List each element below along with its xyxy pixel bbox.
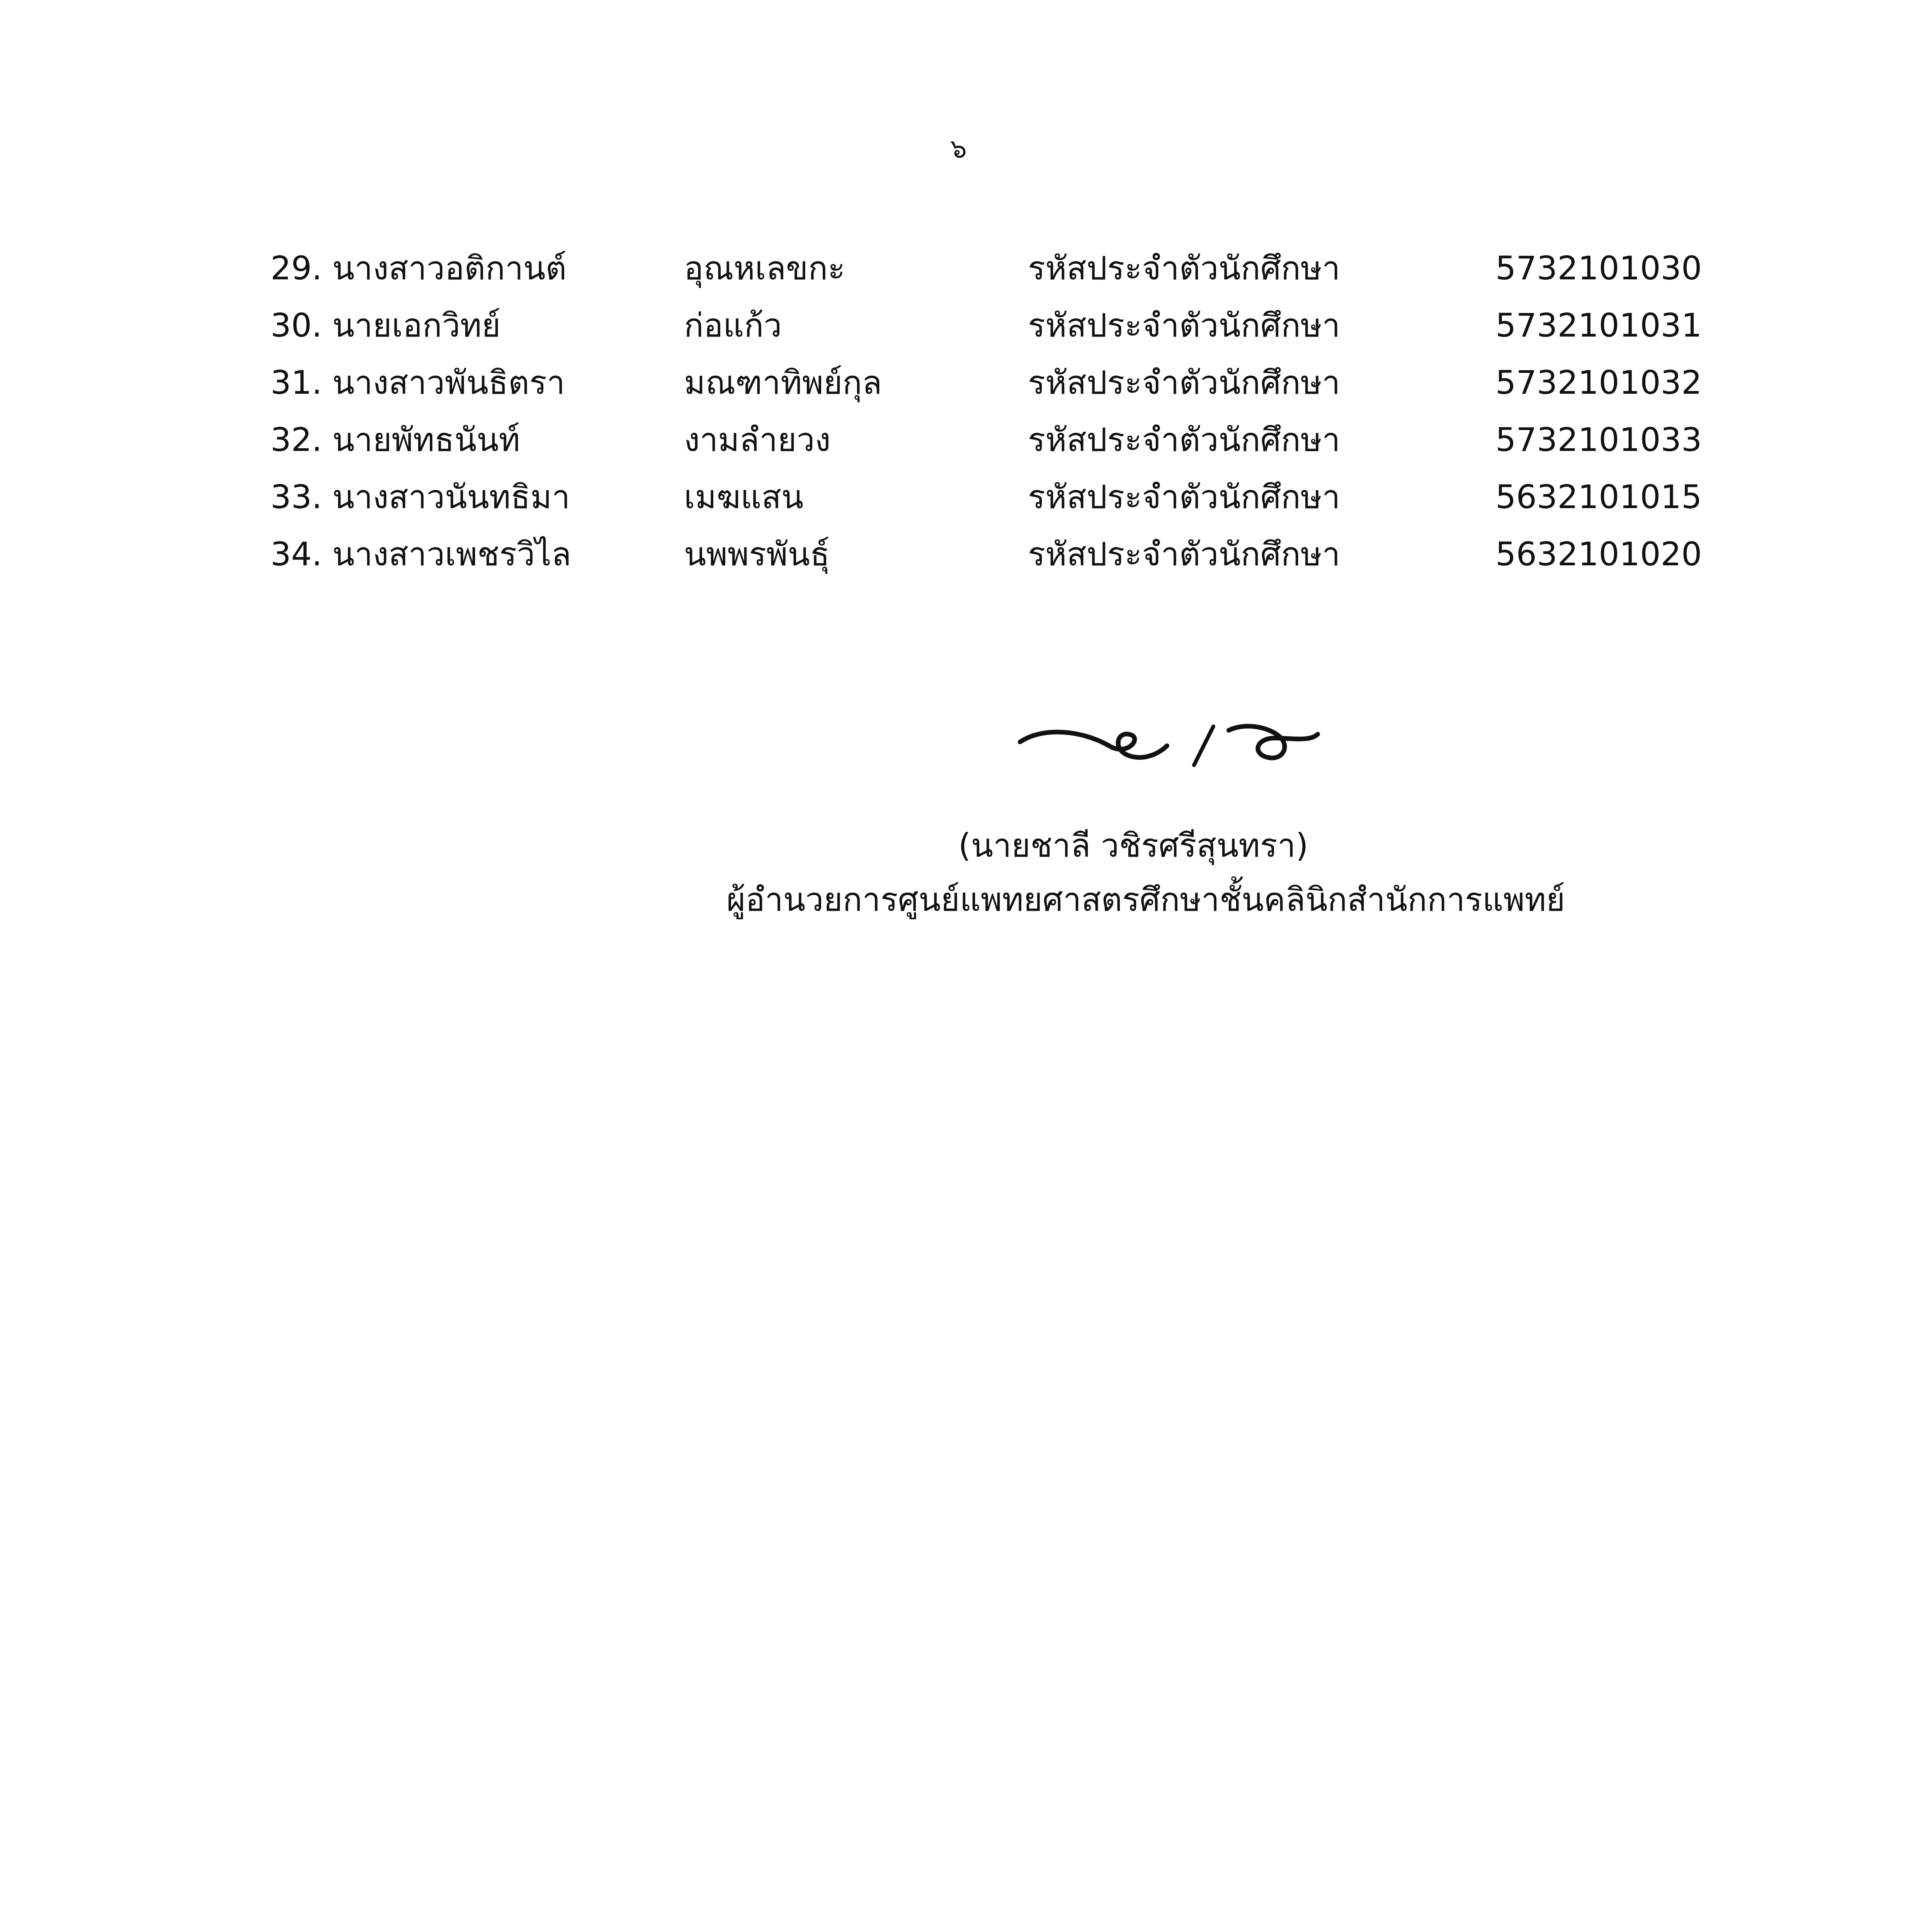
student-row bbox=[270, 240, 1739, 297]
student-row bbox=[270, 297, 1739, 354]
student-id: 5732101032 bbox=[1495, 364, 1702, 401]
student-id-label: รหัสประจำตัวนักศึกษา bbox=[1028, 306, 1340, 344]
student-row bbox=[270, 526, 1739, 583]
student-first-name: นายพัทธนันท์ bbox=[332, 421, 520, 459]
student-row bbox=[270, 411, 1739, 468]
student-list bbox=[270, 240, 1739, 583]
row-number: 30. bbox=[270, 306, 322, 344]
row-number: 33. bbox=[270, 478, 322, 516]
student-id: 5632101020 bbox=[1495, 535, 1702, 573]
student-last-name: นพพรพันธุ์ bbox=[684, 535, 830, 573]
signature-mark bbox=[1012, 699, 1322, 784]
student-last-name: งามลำยวง bbox=[684, 421, 831, 459]
student-id: 5732101033 bbox=[1495, 421, 1702, 459]
student-first-name: นายเอกวิทย์ bbox=[332, 306, 501, 344]
student-first-name: นางสาวเพชรวิไล bbox=[332, 535, 572, 573]
student-last-name: มณฑาทิพย์กุล bbox=[684, 364, 882, 401]
student-id: 5632101015 bbox=[1495, 478, 1702, 516]
signer-title: ผู้อำนวยการศูนย์แพทยศาสตรศึกษาชั้นคลินิกสำนักการแพทย์ bbox=[726, 881, 1565, 918]
student-id-label: รหัสประจำตัวนักศึกษา bbox=[1028, 535, 1340, 573]
student-id-label: รหัสประจำตัวนักศึกษา bbox=[1028, 249, 1340, 287]
student-id-label: รหัสประจำตัวนักศึกษา bbox=[1028, 421, 1340, 459]
student-first-name: นางสาวอติกานต์ bbox=[332, 249, 567, 287]
row-number: 32. bbox=[270, 421, 322, 459]
student-id: 5732101030 bbox=[1495, 249, 1702, 287]
student-first-name: นางสาวพันธิตรา bbox=[332, 364, 565, 401]
student-id-label: รหัสประจำตัวนักศึกษา bbox=[1028, 364, 1340, 401]
student-last-name: อุณหเลขกะ bbox=[684, 249, 845, 287]
signer-name: (นายชาลี วชิรศรีสุนทรา) bbox=[958, 827, 1308, 864]
student-id-label: รหัสประจำตัวนักศึกษา bbox=[1028, 478, 1340, 516]
student-last-name: เมฆแสน bbox=[684, 478, 804, 516]
page-number: ๖ bbox=[950, 134, 967, 164]
student-id: 5732101031 bbox=[1495, 306, 1702, 344]
row-number: 34. bbox=[270, 535, 322, 573]
student-row bbox=[270, 468, 1739, 526]
row-number: 29. bbox=[270, 249, 322, 287]
student-last-name: ก่อแก้ว bbox=[684, 306, 782, 344]
student-row bbox=[270, 354, 1739, 411]
row-number: 31. bbox=[270, 364, 322, 401]
student-first-name: นางสาวนันทธิมา bbox=[332, 478, 570, 516]
